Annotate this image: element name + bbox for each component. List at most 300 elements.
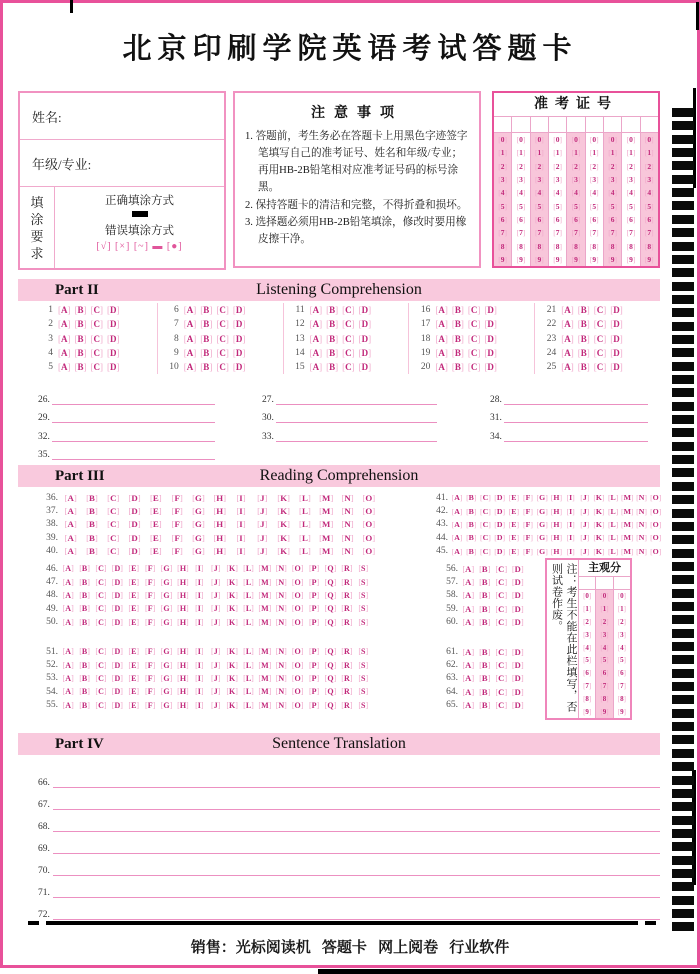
option-bubble-52-I[interactable]: [I]: [195, 660, 204, 670]
option-bubble-52-E[interactable]: [E]: [128, 660, 140, 670]
ticket-digit-4-9[interactable]: [9]: [553, 254, 563, 264]
option-bubble-45-E[interactable]: [E]: [508, 546, 520, 556]
score-digit-1-1[interactable]: [1]: [583, 605, 592, 614]
ticket-digit-7-7[interactable]: [7]: [608, 228, 617, 238]
option-bubble-47-I[interactable]: [I]: [195, 577, 204, 587]
ticket-digit-3-4[interactable]: [4]: [534, 188, 544, 198]
option-bubble-20-D[interactable]: [D]: [484, 362, 497, 373]
option-bubble-38-M[interactable]: [M]: [319, 519, 334, 530]
option-bubble-49-B[interactable]: [B]: [79, 604, 90, 614]
ticket-digit-4-5[interactable]: [5]: [553, 201, 563, 211]
option-bubble-13-B[interactable]: [B]: [326, 333, 339, 344]
option-bubble-18-D[interactable]: [D]: [484, 333, 497, 344]
option-bubble-9-D[interactable]: [D]: [232, 347, 246, 358]
ticket-digit-9-9[interactable]: [9]: [644, 254, 654, 264]
option-bubble-48-G[interactable]: [G]: [160, 590, 173, 600]
score-digit-3-0[interactable]: [0]: [617, 592, 626, 601]
blank-answer-32[interactable]: [38, 429, 262, 442]
score-digit-2-0[interactable]: [0]: [600, 592, 609, 601]
option-bubble-46-G[interactable]: [G]: [160, 564, 173, 574]
option-bubble-63-B[interactable]: [B]: [479, 673, 491, 684]
ticket-digit-4-1[interactable]: [1]: [553, 148, 563, 158]
option-bubble-65-C[interactable]: [C]: [495, 700, 508, 711]
option-bubble-53-H[interactable]: [H]: [177, 673, 189, 683]
option-bubble-19-B[interactable]: [B]: [451, 347, 464, 358]
translation-line[interactable]: [53, 839, 660, 854]
option-bubble-55-E[interactable]: [E]: [128, 700, 140, 710]
option-bubble-50-Q[interactable]: [Q]: [324, 617, 337, 627]
option-bubble-39-I[interactable]: [I]: [236, 532, 246, 543]
option-bubble-53-G[interactable]: [G]: [160, 673, 173, 683]
option-bubble-39-E[interactable]: [E]: [149, 532, 162, 543]
option-bubble-54-J[interactable]: [J]: [211, 687, 221, 697]
option-bubble-58-C[interactable]: [C]: [495, 590, 508, 601]
option-bubble-14-A[interactable]: [A]: [309, 347, 323, 358]
blank-answer-34[interactable]: [490, 429, 648, 442]
ticket-digit-9-8[interactable]: [8]: [644, 241, 654, 251]
option-bubble-49-I[interactable]: [I]: [195, 604, 204, 614]
score-digit-3-4[interactable]: [4]: [617, 643, 626, 652]
option-bubble-54-Q[interactable]: [Q]: [324, 687, 337, 697]
option-bubble-22-C[interactable]: [C]: [593, 319, 607, 330]
ticket-digit-3-1[interactable]: [1]: [534, 148, 544, 158]
option-bubble-45-G[interactable]: [G]: [536, 546, 548, 556]
ticket-digit-8-0[interactable]: [0]: [626, 135, 636, 145]
option-bubble-60-C[interactable]: [C]: [495, 617, 508, 628]
option-bubble-44-H[interactable]: [H]: [550, 533, 563, 543]
option-bubble-52-N[interactable]: [N]: [275, 660, 287, 670]
ticket-digit-1-2[interactable]: [2]: [498, 161, 508, 171]
ticket-digit-8-4[interactable]: [4]: [626, 188, 636, 198]
option-bubble-41-G[interactable]: [G]: [536, 493, 548, 503]
option-bubble-53-P[interactable]: [P]: [308, 673, 320, 683]
option-bubble-53-Q[interactable]: [Q]: [324, 673, 337, 683]
option-bubble-47-E[interactable]: [E]: [128, 577, 140, 587]
option-bubble-56-A[interactable]: [A]: [462, 563, 475, 574]
ticket-digit-1-1[interactable]: [1]: [498, 148, 508, 158]
option-bubble-49-L[interactable]: [L]: [243, 604, 254, 614]
option-bubble-38-B[interactable]: [B]: [86, 519, 98, 530]
ticket-digit-1-9[interactable]: [9]: [498, 254, 508, 264]
option-bubble-51-C[interactable]: [C]: [95, 647, 107, 657]
option-bubble-54-F[interactable]: [F]: [145, 687, 156, 697]
option-bubble-55-B[interactable]: [B]: [79, 700, 90, 710]
ticket-digit-1-4[interactable]: [4]: [498, 188, 508, 198]
option-bubble-59-A[interactable]: [A]: [462, 603, 475, 614]
option-bubble-19-C[interactable]: [C]: [467, 347, 481, 358]
option-bubble-52-R[interactable]: [R]: [341, 660, 353, 670]
option-bubble-8-B[interactable]: [B]: [200, 333, 213, 344]
option-bubble-6-A[interactable]: [A]: [183, 304, 197, 315]
option-bubble-46-O[interactable]: [O]: [291, 564, 304, 574]
option-bubble-9-C[interactable]: [C]: [216, 347, 229, 358]
option-bubble-13-D[interactable]: [D]: [358, 333, 372, 344]
option-bubble-48-B[interactable]: [B]: [79, 590, 90, 600]
option-bubble-37-N[interactable]: [N]: [341, 506, 354, 517]
option-bubble-52-L[interactable]: [L]: [243, 660, 254, 670]
option-bubble-15-C[interactable]: [C]: [342, 362, 355, 373]
option-bubble-55-R[interactable]: [R]: [341, 700, 353, 710]
ticket-digit-7-1[interactable]: [1]: [608, 148, 617, 158]
option-bubble-50-G[interactable]: [G]: [160, 617, 173, 627]
option-bubble-36-C[interactable]: [C]: [107, 492, 120, 503]
option-bubble-64-A[interactable]: [A]: [462, 686, 475, 697]
option-bubble-54-M[interactable]: [M]: [258, 687, 272, 697]
option-bubble-43-I[interactable]: [I]: [566, 519, 575, 529]
ticket-digit-5-4[interactable]: [4]: [571, 188, 581, 198]
option-bubble-37-L[interactable]: [L]: [299, 506, 311, 517]
option-bubble-36-E[interactable]: [E]: [149, 492, 162, 503]
option-bubble-42-H[interactable]: [H]: [550, 506, 563, 516]
option-bubble-40-F[interactable]: [F]: [171, 546, 183, 557]
option-bubble-37-B[interactable]: [B]: [86, 506, 98, 517]
score-write-cell-1[interactable]: [579, 577, 595, 590]
answer-line[interactable]: [52, 392, 215, 405]
grade-input-area[interactable]: [91, 140, 224, 186]
ticket-digit-6-1[interactable]: [1]: [589, 148, 599, 158]
option-bubble-52-M[interactable]: [M]: [258, 660, 272, 670]
option-bubble-51-N[interactable]: [N]: [275, 647, 287, 657]
option-bubble-39-C[interactable]: [C]: [107, 532, 120, 543]
ticket-digit-3-9[interactable]: [9]: [534, 254, 544, 264]
option-bubble-46-H[interactable]: [H]: [177, 564, 189, 574]
option-bubble-44-O[interactable]: [O]: [650, 533, 662, 543]
option-bubble-43-O[interactable]: [O]: [650, 519, 662, 529]
option-bubble-9-A[interactable]: [A]: [183, 347, 197, 358]
option-bubble-48-O[interactable]: [O]: [291, 590, 304, 600]
ticket-digit-7-8[interactable]: [8]: [608, 241, 617, 251]
score-digit-1-0[interactable]: [0]: [583, 592, 592, 601]
translation-line[interactable]: [53, 817, 660, 832]
option-bubble-51-J[interactable]: [J]: [211, 647, 221, 657]
option-bubble-39-D[interactable]: [D]: [128, 532, 141, 543]
ticket-digit-8-6[interactable]: [6]: [626, 214, 636, 224]
option-bubble-12-D[interactable]: [D]: [358, 319, 372, 330]
option-bubble-54-O[interactable]: [O]: [291, 687, 304, 697]
option-bubble-40-B[interactable]: [B]: [86, 546, 98, 557]
option-bubble-10-C[interactable]: [C]: [216, 362, 229, 373]
option-bubble-41-J[interactable]: [J]: [580, 493, 590, 503]
ticket-write-cell-2[interactable]: [512, 117, 529, 133]
ticket-digit-9-2[interactable]: [2]: [644, 161, 654, 171]
option-bubble-45-A[interactable]: [A]: [451, 546, 463, 556]
option-bubble-57-D[interactable]: [D]: [511, 577, 524, 588]
ticket-digit-2-2[interactable]: [2]: [516, 161, 526, 171]
option-bubble-48-R[interactable]: [R]: [341, 590, 353, 600]
ticket-digit-1-6[interactable]: [6]: [498, 214, 508, 224]
blank-answer-26[interactable]: [38, 392, 262, 405]
option-bubble-36-J[interactable]: [J]: [257, 492, 268, 503]
ticket-digit-2-4[interactable]: [4]: [516, 188, 526, 198]
option-bubble-49-K[interactable]: [K]: [226, 604, 238, 614]
option-bubble-37-M[interactable]: [M]: [319, 506, 334, 517]
option-bubble-52-B[interactable]: [B]: [79, 660, 90, 670]
blank-answer-28[interactable]: [490, 392, 648, 405]
ticket-digit-3-7[interactable]: [7]: [534, 228, 544, 238]
option-bubble-47-O[interactable]: [O]: [291, 577, 304, 587]
ticket-digit-9-3[interactable]: [3]: [644, 175, 654, 185]
option-bubble-46-J[interactable]: [J]: [211, 564, 221, 574]
option-bubble-43-D[interactable]: [D]: [494, 519, 506, 529]
translation-line[interactable]: [53, 861, 660, 876]
option-bubble-37-J[interactable]: [J]: [257, 506, 268, 517]
ticket-digit-1-5[interactable]: [5]: [498, 201, 508, 211]
option-bubble-23-B[interactable]: [B]: [577, 333, 590, 344]
answer-line[interactable]: [276, 429, 437, 442]
option-bubble-39-B[interactable]: [B]: [86, 532, 98, 543]
ticket-digit-5-0[interactable]: [0]: [571, 135, 581, 145]
option-bubble-43-L[interactable]: [L]: [607, 519, 619, 529]
option-bubble-51-G[interactable]: [G]: [160, 647, 173, 657]
answer-line[interactable]: [52, 429, 215, 442]
option-bubble-36-K[interactable]: [K]: [277, 492, 290, 503]
option-bubble-22-A[interactable]: [A]: [561, 319, 574, 330]
ticket-write-cell-1[interactable]: [494, 117, 511, 133]
option-bubble-60-B[interactable]: [B]: [479, 617, 491, 628]
score-digit-2-9[interactable]: [9]: [600, 707, 609, 716]
option-bubble-45-D[interactable]: [D]: [494, 546, 506, 556]
option-bubble-49-O[interactable]: [O]: [291, 604, 304, 614]
option-bubble-25-B[interactable]: [B]: [577, 362, 590, 373]
option-bubble-42-J[interactable]: [J]: [580, 506, 590, 516]
option-bubble-38-O[interactable]: [O]: [362, 519, 376, 530]
answer-line[interactable]: [52, 410, 215, 423]
ticket-write-cell-9[interactable]: [641, 117, 658, 133]
option-bubble-45-C[interactable]: [C]: [480, 546, 491, 556]
option-bubble-37-A[interactable]: [A]: [64, 506, 77, 517]
option-bubble-42-N[interactable]: [N]: [636, 506, 647, 516]
score-digit-3-1[interactable]: [1]: [617, 605, 626, 614]
option-bubble-44-M[interactable]: [M]: [621, 533, 634, 543]
option-bubble-25-D[interactable]: [D]: [610, 362, 623, 373]
score-digit-3-5[interactable]: [5]: [617, 656, 626, 665]
option-bubble-53-A[interactable]: [A]: [62, 673, 74, 683]
option-bubble-54-A[interactable]: [A]: [62, 687, 74, 697]
option-bubble-21-C[interactable]: [C]: [593, 304, 607, 315]
option-bubble-45-L[interactable]: [L]: [607, 546, 619, 556]
ticket-digit-5-1[interactable]: [1]: [571, 148, 581, 158]
option-bubble-56-B[interactable]: [B]: [479, 563, 491, 574]
name-input-area[interactable]: [62, 93, 224, 139]
option-bubble-10-D[interactable]: [D]: [232, 362, 246, 373]
option-bubble-47-K[interactable]: [K]: [226, 577, 238, 587]
option-bubble-48-M[interactable]: [M]: [258, 590, 272, 600]
ticket-digit-6-2[interactable]: [2]: [589, 161, 599, 171]
option-bubble-59-C[interactable]: [C]: [495, 603, 508, 614]
option-bubble-40-J[interactable]: [J]: [257, 546, 268, 557]
option-bubble-46-N[interactable]: [N]: [275, 564, 287, 574]
ticket-digit-3-5[interactable]: [5]: [534, 201, 544, 211]
option-bubble-7-D[interactable]: [D]: [232, 319, 246, 330]
score-digit-2-6[interactable]: [6]: [600, 669, 609, 678]
option-bubble-42-B[interactable]: [B]: [466, 506, 477, 516]
option-bubble-54-S[interactable]: [S]: [358, 687, 369, 697]
option-bubble-15-A[interactable]: [A]: [309, 362, 323, 373]
option-bubble-42-L[interactable]: [L]: [607, 506, 619, 516]
ticket-digit-5-7[interactable]: [7]: [571, 228, 581, 238]
score-write-cell-2[interactable]: [596, 577, 612, 590]
option-bubble-5-A[interactable]: [A]: [58, 362, 71, 373]
option-bubble-55-L[interactable]: [L]: [243, 700, 254, 710]
ticket-digit-8-9[interactable]: [9]: [626, 254, 636, 264]
score-digit-1-6[interactable]: [6]: [583, 669, 592, 678]
option-bubble-44-C[interactable]: [C]: [480, 533, 491, 543]
option-bubble-50-L[interactable]: [L]: [243, 617, 254, 627]
option-bubble-54-H[interactable]: [H]: [177, 687, 189, 697]
option-bubble-48-H[interactable]: [H]: [177, 590, 189, 600]
option-bubble-3-B[interactable]: [B]: [74, 333, 87, 344]
option-bubble-7-C[interactable]: [C]: [216, 319, 229, 330]
option-bubble-5-C[interactable]: [C]: [90, 362, 104, 373]
option-bubble-40-N[interactable]: [N]: [341, 546, 354, 557]
option-bubble-19-A[interactable]: [A]: [435, 347, 448, 358]
option-bubble-44-J[interactable]: [J]: [580, 533, 590, 543]
option-bubble-50-H[interactable]: [H]: [177, 617, 189, 627]
option-bubble-40-D[interactable]: [D]: [128, 546, 141, 557]
option-bubble-50-B[interactable]: [B]: [79, 617, 90, 627]
option-bubble-41-M[interactable]: [M]: [621, 493, 634, 503]
option-bubble-62-A[interactable]: [A]: [462, 660, 475, 671]
option-bubble-12-C[interactable]: [C]: [342, 319, 355, 330]
option-bubble-55-D[interactable]: [D]: [111, 700, 123, 710]
ticket-digit-7-9[interactable]: [9]: [608, 254, 617, 264]
option-bubble-36-F[interactable]: [F]: [171, 492, 183, 503]
option-bubble-42-K[interactable]: [K]: [593, 506, 605, 516]
option-bubble-55-J[interactable]: [J]: [211, 700, 221, 710]
option-bubble-55-O[interactable]: [O]: [291, 700, 304, 710]
option-bubble-38-N[interactable]: [N]: [341, 519, 354, 530]
option-bubble-49-E[interactable]: [E]: [128, 604, 140, 614]
option-bubble-42-O[interactable]: [O]: [650, 506, 662, 516]
option-bubble-47-A[interactable]: [A]: [62, 577, 74, 587]
ticket-digit-2-7[interactable]: [7]: [516, 228, 526, 238]
option-bubble-5-D[interactable]: [D]: [107, 362, 120, 373]
option-bubble-63-D[interactable]: [D]: [511, 673, 524, 684]
option-bubble-54-P[interactable]: [P]: [308, 687, 320, 697]
option-bubble-49-Q[interactable]: [Q]: [324, 604, 337, 614]
option-bubble-50-M[interactable]: [M]: [258, 617, 272, 627]
option-bubble-64-B[interactable]: [B]: [479, 686, 491, 697]
option-bubble-52-J[interactable]: [J]: [211, 660, 221, 670]
ticket-digit-7-6[interactable]: [6]: [608, 214, 617, 224]
option-bubble-54-R[interactable]: [R]: [341, 687, 353, 697]
option-bubble-41-I[interactable]: [I]: [566, 493, 575, 503]
option-bubble-37-H[interactable]: [H]: [213, 506, 227, 517]
option-bubble-55-C[interactable]: [C]: [95, 700, 107, 710]
option-bubble-60-A[interactable]: [A]: [462, 617, 475, 628]
option-bubble-41-B[interactable]: [B]: [466, 493, 477, 503]
option-bubble-44-N[interactable]: [N]: [636, 533, 647, 543]
ticket-digit-5-9[interactable]: [9]: [571, 254, 581, 264]
option-bubble-38-D[interactable]: [D]: [128, 519, 141, 530]
option-bubble-48-S[interactable]: [S]: [358, 590, 369, 600]
option-bubble-55-K[interactable]: [K]: [226, 700, 238, 710]
ticket-digit-4-4[interactable]: [4]: [553, 188, 563, 198]
option-bubble-54-L[interactable]: [L]: [243, 687, 254, 697]
option-bubble-59-D[interactable]: [D]: [511, 603, 524, 614]
option-bubble-42-E[interactable]: [E]: [508, 506, 520, 516]
option-bubble-55-P[interactable]: [P]: [308, 700, 320, 710]
option-bubble-53-J[interactable]: [J]: [211, 673, 221, 683]
option-bubble-11-B[interactable]: [B]: [326, 304, 339, 315]
option-bubble-2-B[interactable]: [B]: [74, 319, 87, 330]
option-bubble-47-P[interactable]: [P]: [308, 577, 320, 587]
option-bubble-50-P[interactable]: [P]: [308, 617, 320, 627]
option-bubble-46-Q[interactable]: [Q]: [324, 564, 337, 574]
ticket-digit-7-4[interactable]: [4]: [608, 188, 617, 198]
option-bubble-4-B[interactable]: [B]: [74, 347, 87, 358]
option-bubble-1-A[interactable]: [A]: [58, 304, 71, 315]
option-bubble-24-B[interactable]: [B]: [577, 347, 590, 358]
option-bubble-51-A[interactable]: [A]: [62, 647, 74, 657]
option-bubble-52-A[interactable]: [A]: [62, 660, 74, 670]
option-bubble-41-N[interactable]: [N]: [636, 493, 647, 503]
option-bubble-1-B[interactable]: [B]: [74, 304, 87, 315]
option-bubble-53-L[interactable]: [L]: [243, 673, 254, 683]
ticket-digit-7-3[interactable]: [3]: [608, 175, 617, 185]
option-bubble-55-F[interactable]: [F]: [145, 700, 156, 710]
option-bubble-38-I[interactable]: [I]: [236, 519, 246, 530]
option-bubble-41-K[interactable]: [K]: [593, 493, 605, 503]
option-bubble-38-A[interactable]: [A]: [64, 519, 77, 530]
option-bubble-45-F[interactable]: [F]: [523, 546, 534, 556]
option-bubble-16-D[interactable]: [D]: [484, 304, 497, 315]
option-bubble-49-N[interactable]: [N]: [275, 604, 287, 614]
option-bubble-25-A[interactable]: [A]: [561, 362, 574, 373]
option-bubble-61-A[interactable]: [A]: [462, 646, 475, 657]
option-bubble-43-H[interactable]: [H]: [550, 519, 563, 529]
option-bubble-57-C[interactable]: [C]: [495, 577, 508, 588]
option-bubble-54-I[interactable]: [I]: [195, 687, 204, 697]
option-bubble-37-O[interactable]: [O]: [362, 506, 376, 517]
option-bubble-51-E[interactable]: [E]: [128, 647, 140, 657]
option-bubble-17-B[interactable]: [B]: [451, 319, 464, 330]
ticket-digit-1-7[interactable]: [7]: [498, 228, 508, 238]
option-bubble-11-A[interactable]: [A]: [309, 304, 323, 315]
option-bubble-58-B[interactable]: [B]: [479, 590, 491, 601]
score-digit-1-3[interactable]: [3]: [583, 630, 592, 639]
option-bubble-48-C[interactable]: [C]: [95, 590, 107, 600]
ticket-digit-2-0[interactable]: [0]: [516, 135, 526, 145]
option-bubble-55-M[interactable]: [M]: [258, 700, 272, 710]
option-bubble-64-D[interactable]: [D]: [511, 686, 524, 697]
option-bubble-2-D[interactable]: [D]: [107, 319, 120, 330]
ticket-write-cell-6[interactable]: [586, 117, 603, 133]
option-bubble-18-A[interactable]: [A]: [435, 333, 448, 344]
option-bubble-39-J[interactable]: [J]: [257, 532, 268, 543]
ticket-digit-9-5[interactable]: [5]: [644, 201, 654, 211]
option-bubble-37-E[interactable]: [E]: [149, 506, 162, 517]
option-bubble-36-A[interactable]: [A]: [64, 492, 77, 503]
option-bubble-62-D[interactable]: [D]: [511, 660, 524, 671]
option-bubble-38-H[interactable]: [H]: [213, 519, 227, 530]
option-bubble-45-I[interactable]: [I]: [566, 546, 575, 556]
option-bubble-39-M[interactable]: [M]: [319, 532, 334, 543]
option-bubble-44-D[interactable]: [D]: [494, 533, 506, 543]
option-bubble-48-I[interactable]: [I]: [195, 590, 204, 600]
option-bubble-41-C[interactable]: [C]: [480, 493, 491, 503]
option-bubble-1-C[interactable]: [C]: [90, 304, 104, 315]
ticket-digit-9-7[interactable]: [7]: [644, 228, 654, 238]
ticket-digit-8-1[interactable]: [1]: [626, 148, 636, 158]
ticket-digit-3-3[interactable]: [3]: [534, 175, 544, 185]
ticket-digit-2-6[interactable]: [6]: [516, 214, 526, 224]
option-bubble-4-A[interactable]: [A]: [58, 347, 71, 358]
option-bubble-1-D[interactable]: [D]: [107, 304, 120, 315]
option-bubble-17-C[interactable]: [C]: [467, 319, 481, 330]
option-bubble-50-S[interactable]: [S]: [358, 617, 369, 627]
option-bubble-62-B[interactable]: [B]: [479, 660, 491, 671]
